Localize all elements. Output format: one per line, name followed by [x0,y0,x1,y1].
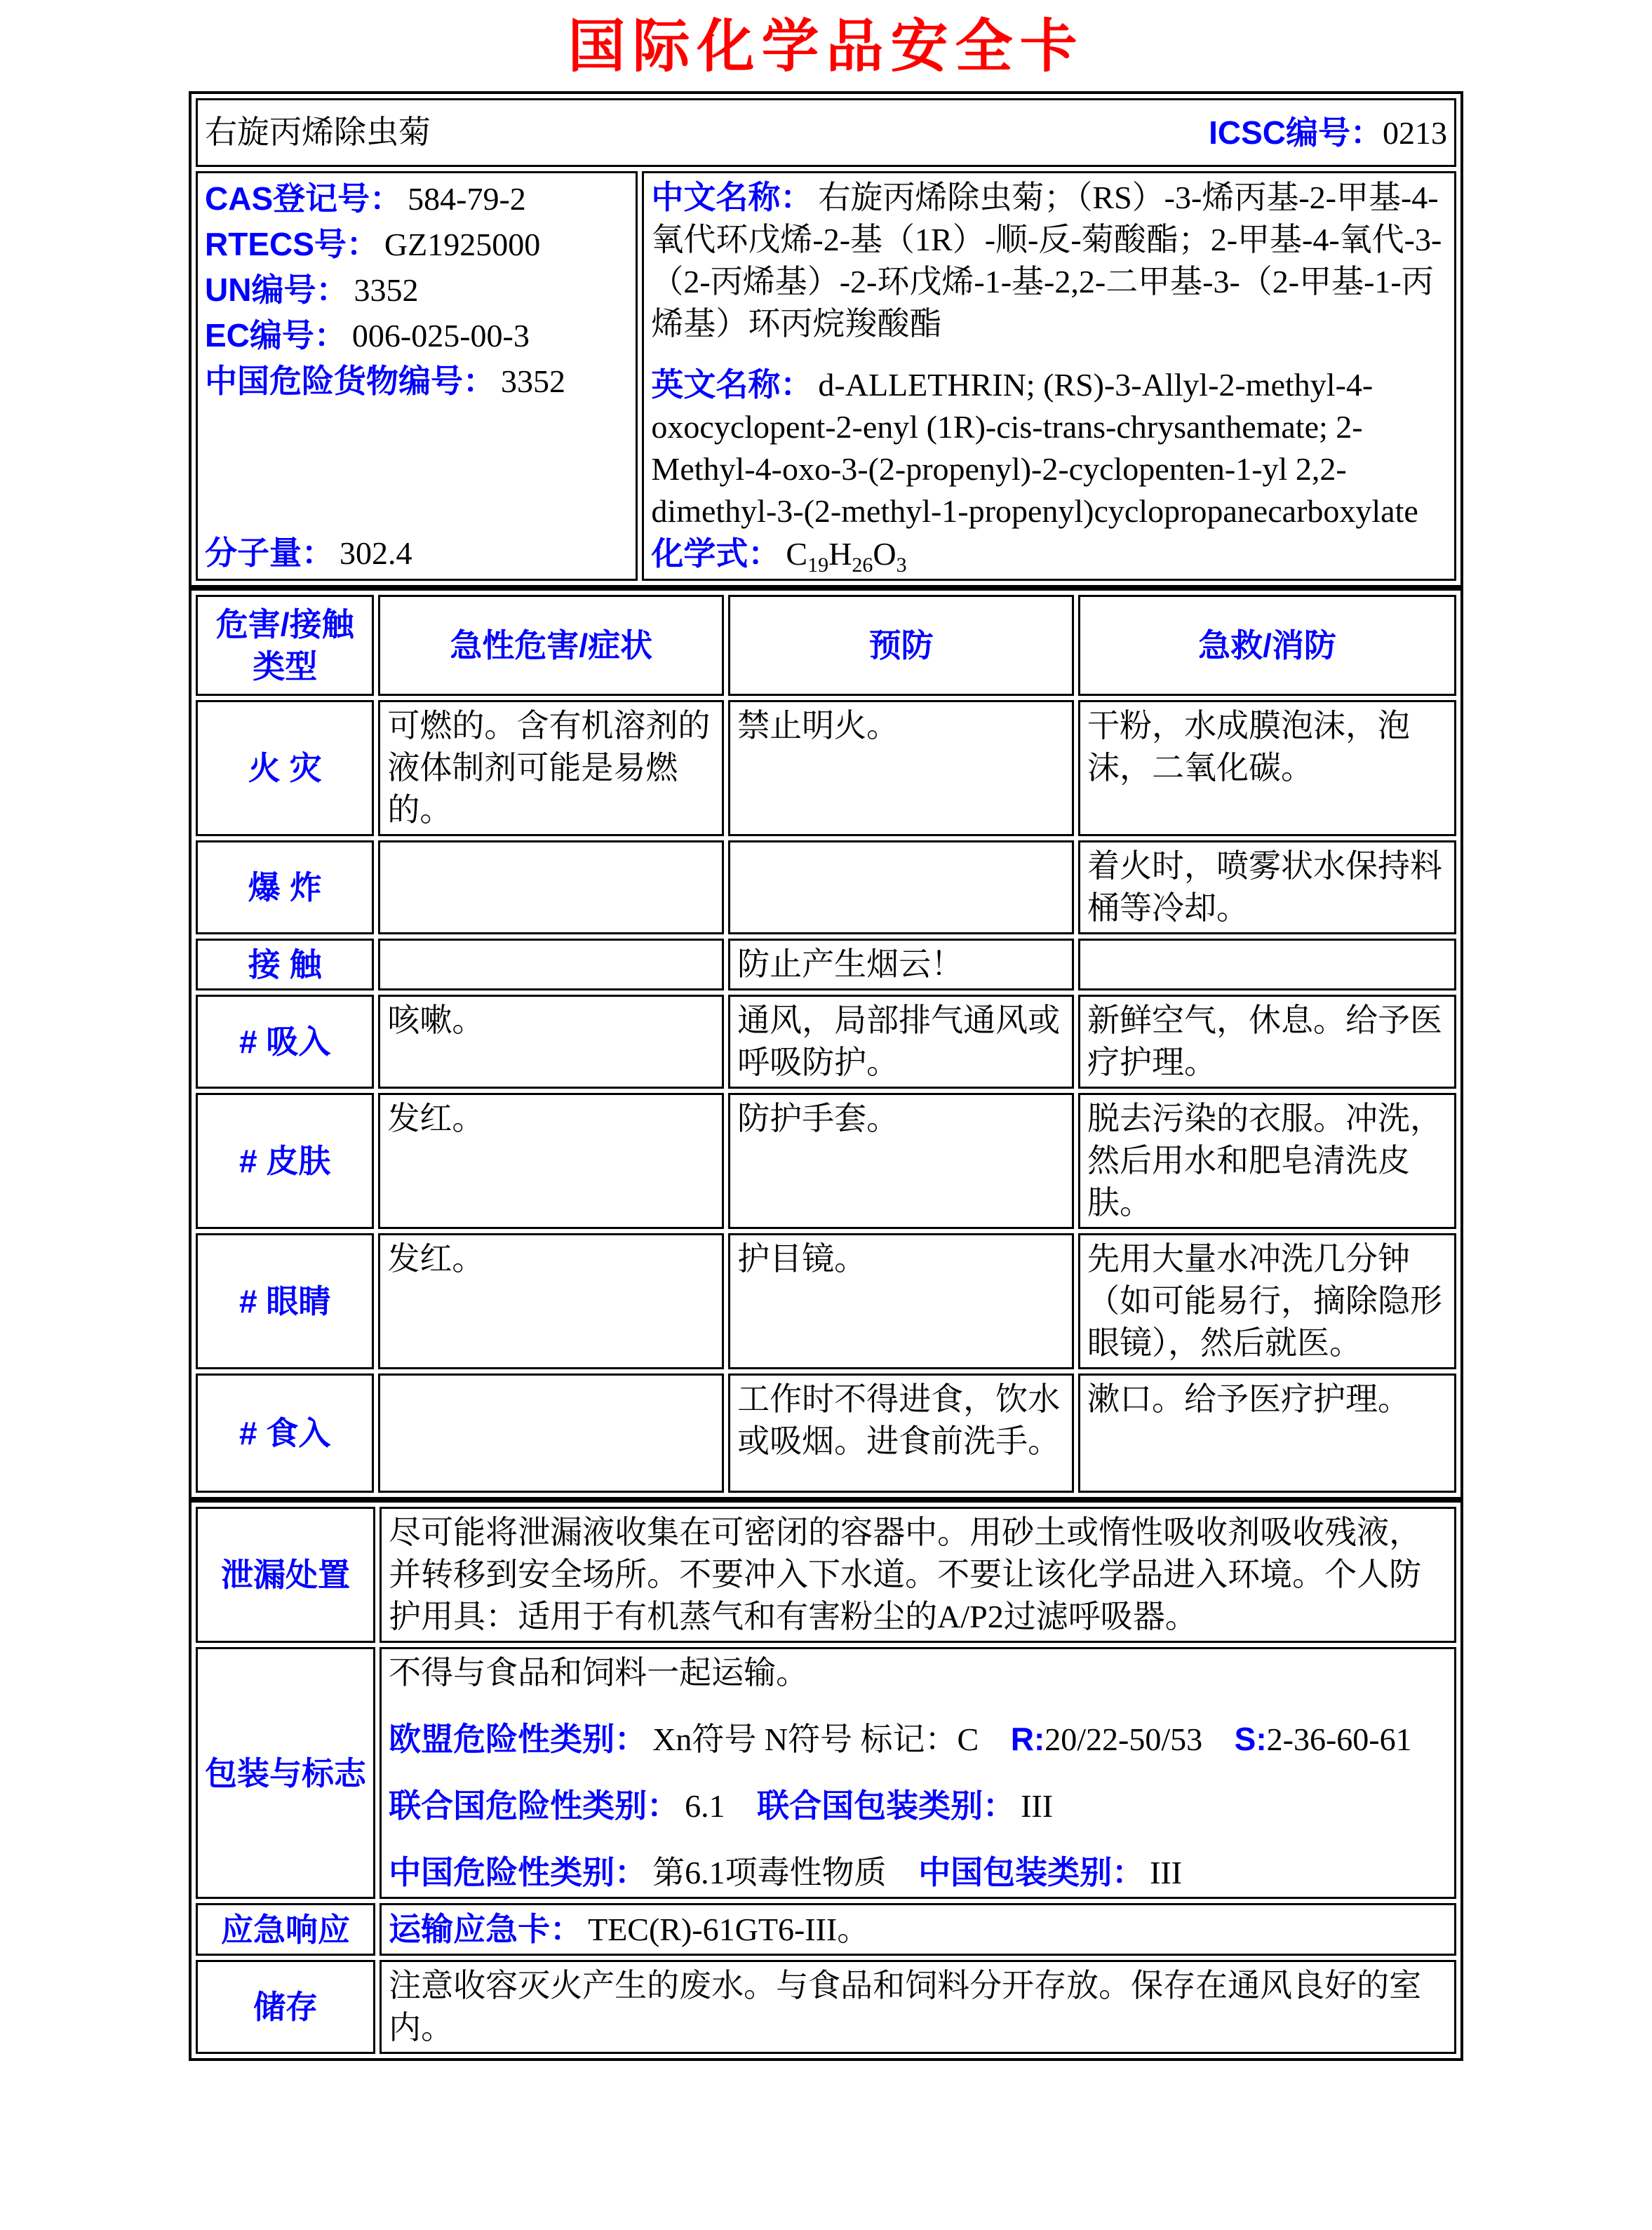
ingestion-prevention: 工作时不得进食，饮水或吸烟。进食前洗手。 [728,1373,1074,1493]
hazard-header-row [196,595,1456,696]
header-first-aid: 急救/消防 [1078,595,1456,696]
hazard-row-ingestion [196,1373,1456,1493]
ingestion-symptoms [378,1373,724,1493]
row-label-skin: # 皮肤 [196,1093,374,1229]
ingestion-firstaid: 漱口。给予医疗护理。 [1078,1373,1456,1493]
skin-symptoms: 发红。 [378,1093,724,1229]
id-line-ec: EC编号： 006-025-00-3 [205,317,530,354]
hazard-row-explosion [196,840,1456,934]
explosion-symptoms [378,840,724,934]
spill-text: 尽可能将泄漏液收集在可密闭的容器中。用砂土或惰性吸收剂吸收残液，并转移到安全场所。不要冲入下水道。不要让该化学品进入环境。个人防护用具：适用于有机蒸气和有害粉尘的A/P2过滤呼吸器。 [380,1507,1456,1643]
exposure-firstaid [1078,939,1456,990]
packaging-content [380,1647,1456,1899]
id-line-china-dg: 中国危险货物编号： 3352 [205,363,565,400]
molecular-weight: 分子量： 302.4 [205,535,412,572]
packaging-eu-classification: 欧盟危险性类别： Xn符号 N符号 标记：C R:20/22-50/53 S:2-36-60-61 [389,1721,1412,1758]
hazard-row-skin [196,1093,1456,1229]
emergency-content: 运输应急卡： TEC(R)-61GT6-III。 [380,1903,1456,1956]
storage-text: 注意收容灭火产生的废水。与食品和饲料分开存放。保存在通风良好的室内。 [380,1960,1456,2054]
hazard-table [189,588,1463,1500]
id-line-rtecs: RTECS号： GZ1925000 [205,226,541,263]
exposure-symptoms [378,939,724,990]
row-label-explosion: 爆 炸 [196,840,374,934]
row-label-exposure: 接 触 [196,939,374,990]
sections-table [189,1500,1463,2061]
packaging-cn-classification: 中国危险性类别： 第6.1项毒性物质 中国包装类别： III [389,1854,1183,1891]
section-spill [196,1507,1456,1643]
fire-firstaid: 干粉，水成膜泡沫，泡沫，二氧化碳。 [1078,700,1456,836]
chinese-name-paragraph: 中文名称： 右旋丙烯除虫菊；（RS）-3-烯丙基-2-甲基-4-氧代环戊烯-2-基（1R）-顺-反-菊酸酯；2-甲基-4-氧代-3-（2-丙烯基）-2-环戊烯-1-基-2,2-二甲基-3-（2-甲基-1-丙烯基）环丙烷羧酸酯 [651,179,1442,342]
icsc-number-label: ICSC编号： [1209,114,1383,151]
inhalation-prevention: 通风，局部排气通风或呼吸防护。 [728,995,1074,1089]
spacer [205,404,629,530]
packaging-transport-note: 不得与食品和饲料一起运输。 [389,1655,809,1691]
id-line-un: UN编号： 3352 [205,271,419,309]
fire-symptoms: 可燃的。含有机溶剂的液体制剂可能是易燃的。 [378,700,724,836]
row-label-fire: 火 灾 [196,700,374,836]
eyes-symptoms: 发红。 [378,1233,724,1369]
chemical-formula: 化学式： $C_{19}H_{26}O_3$ [651,535,907,577]
skin-prevention: 防护手套。 [728,1093,1074,1229]
inhalation-firstaid: 新鲜空气，休息。给予医疗护理。 [1078,995,1456,1089]
section-packaging [196,1647,1456,1899]
row-label-eyes: # 眼睛 [196,1233,374,1369]
exposure-prevention: 防止产生烟云！ [728,939,1074,990]
eyes-prevention: 护目镜。 [728,1233,1074,1369]
inhalation-symptoms: 咳嗽。 [378,995,724,1089]
eyes-firstaid: 先用大量水冲洗几分钟（如可能易行，摘除隐形眼镜），然后就医。 [1078,1233,1456,1369]
fire-prevention: 禁止明火。 [728,700,1074,836]
section-emergency [196,1903,1456,1956]
section-label-spill: 泄漏处置 [196,1507,375,1643]
id-line-cas: CAS登记号： 584-79-2 [205,180,526,217]
header-hazard-type: 危害/接触 类型 [196,595,374,696]
skin-firstaid: 脱去污染的衣服。冲洗，然后用水和肥皂清洗皮肤。 [1078,1093,1456,1229]
row-label-ingestion: # 食入 [196,1373,374,1493]
icsc-number [1209,112,1447,154]
explosion-prevention [728,840,1074,934]
hazard-row-exposure [196,939,1456,990]
section-label-packaging: 包装与标志 [196,1647,375,1899]
identifier-list [205,176,629,404]
english-name-paragraph: 英文名称： d-ALLETHRIN; (RS)-3-Allyl-2-methyl-4-oxocyclopent-2-enyl (1R)-cis-trans-chrysanthemate; 2-Methyl-4-oxo-3-(2-propenyl)-2-cyclopenten-1-yl 2,2-dimethyl-3-(2-methyl-1-propenyl)cyclopropanecarboxylate [651,366,1418,530]
icsc-number-value: 0213 [1383,114,1447,151]
section-label-emergency: 应急响应 [196,1903,375,1956]
explosion-firstaid: 着火时，喷雾状水保持料桶等冷却。 [1078,840,1456,934]
section-storage [196,1960,1456,2054]
hazard-row-inhalation [196,995,1456,1089]
hazard-row-fire [196,700,1456,836]
name-row [196,98,1456,167]
header-prevention: 预防 [728,595,1074,696]
row-label-inhalation: # 吸入 [196,995,374,1089]
section-label-storage: 储存 [196,1960,375,2054]
id-card [189,91,1463,588]
page-title: 国际化学品安全卡 [568,15,1084,79]
names-cell [642,171,1456,581]
hazard-row-eyes [196,1233,1456,1369]
header-acute-hazards: 急性危害/症状 [378,595,724,696]
chemical-name: 右旋丙烯除虫菊 [205,114,431,151]
packaging-un-classification: 联合国危险性类别： 6.1 联合国包装类别： III [389,1787,1054,1825]
identifiers-cell [196,171,638,581]
